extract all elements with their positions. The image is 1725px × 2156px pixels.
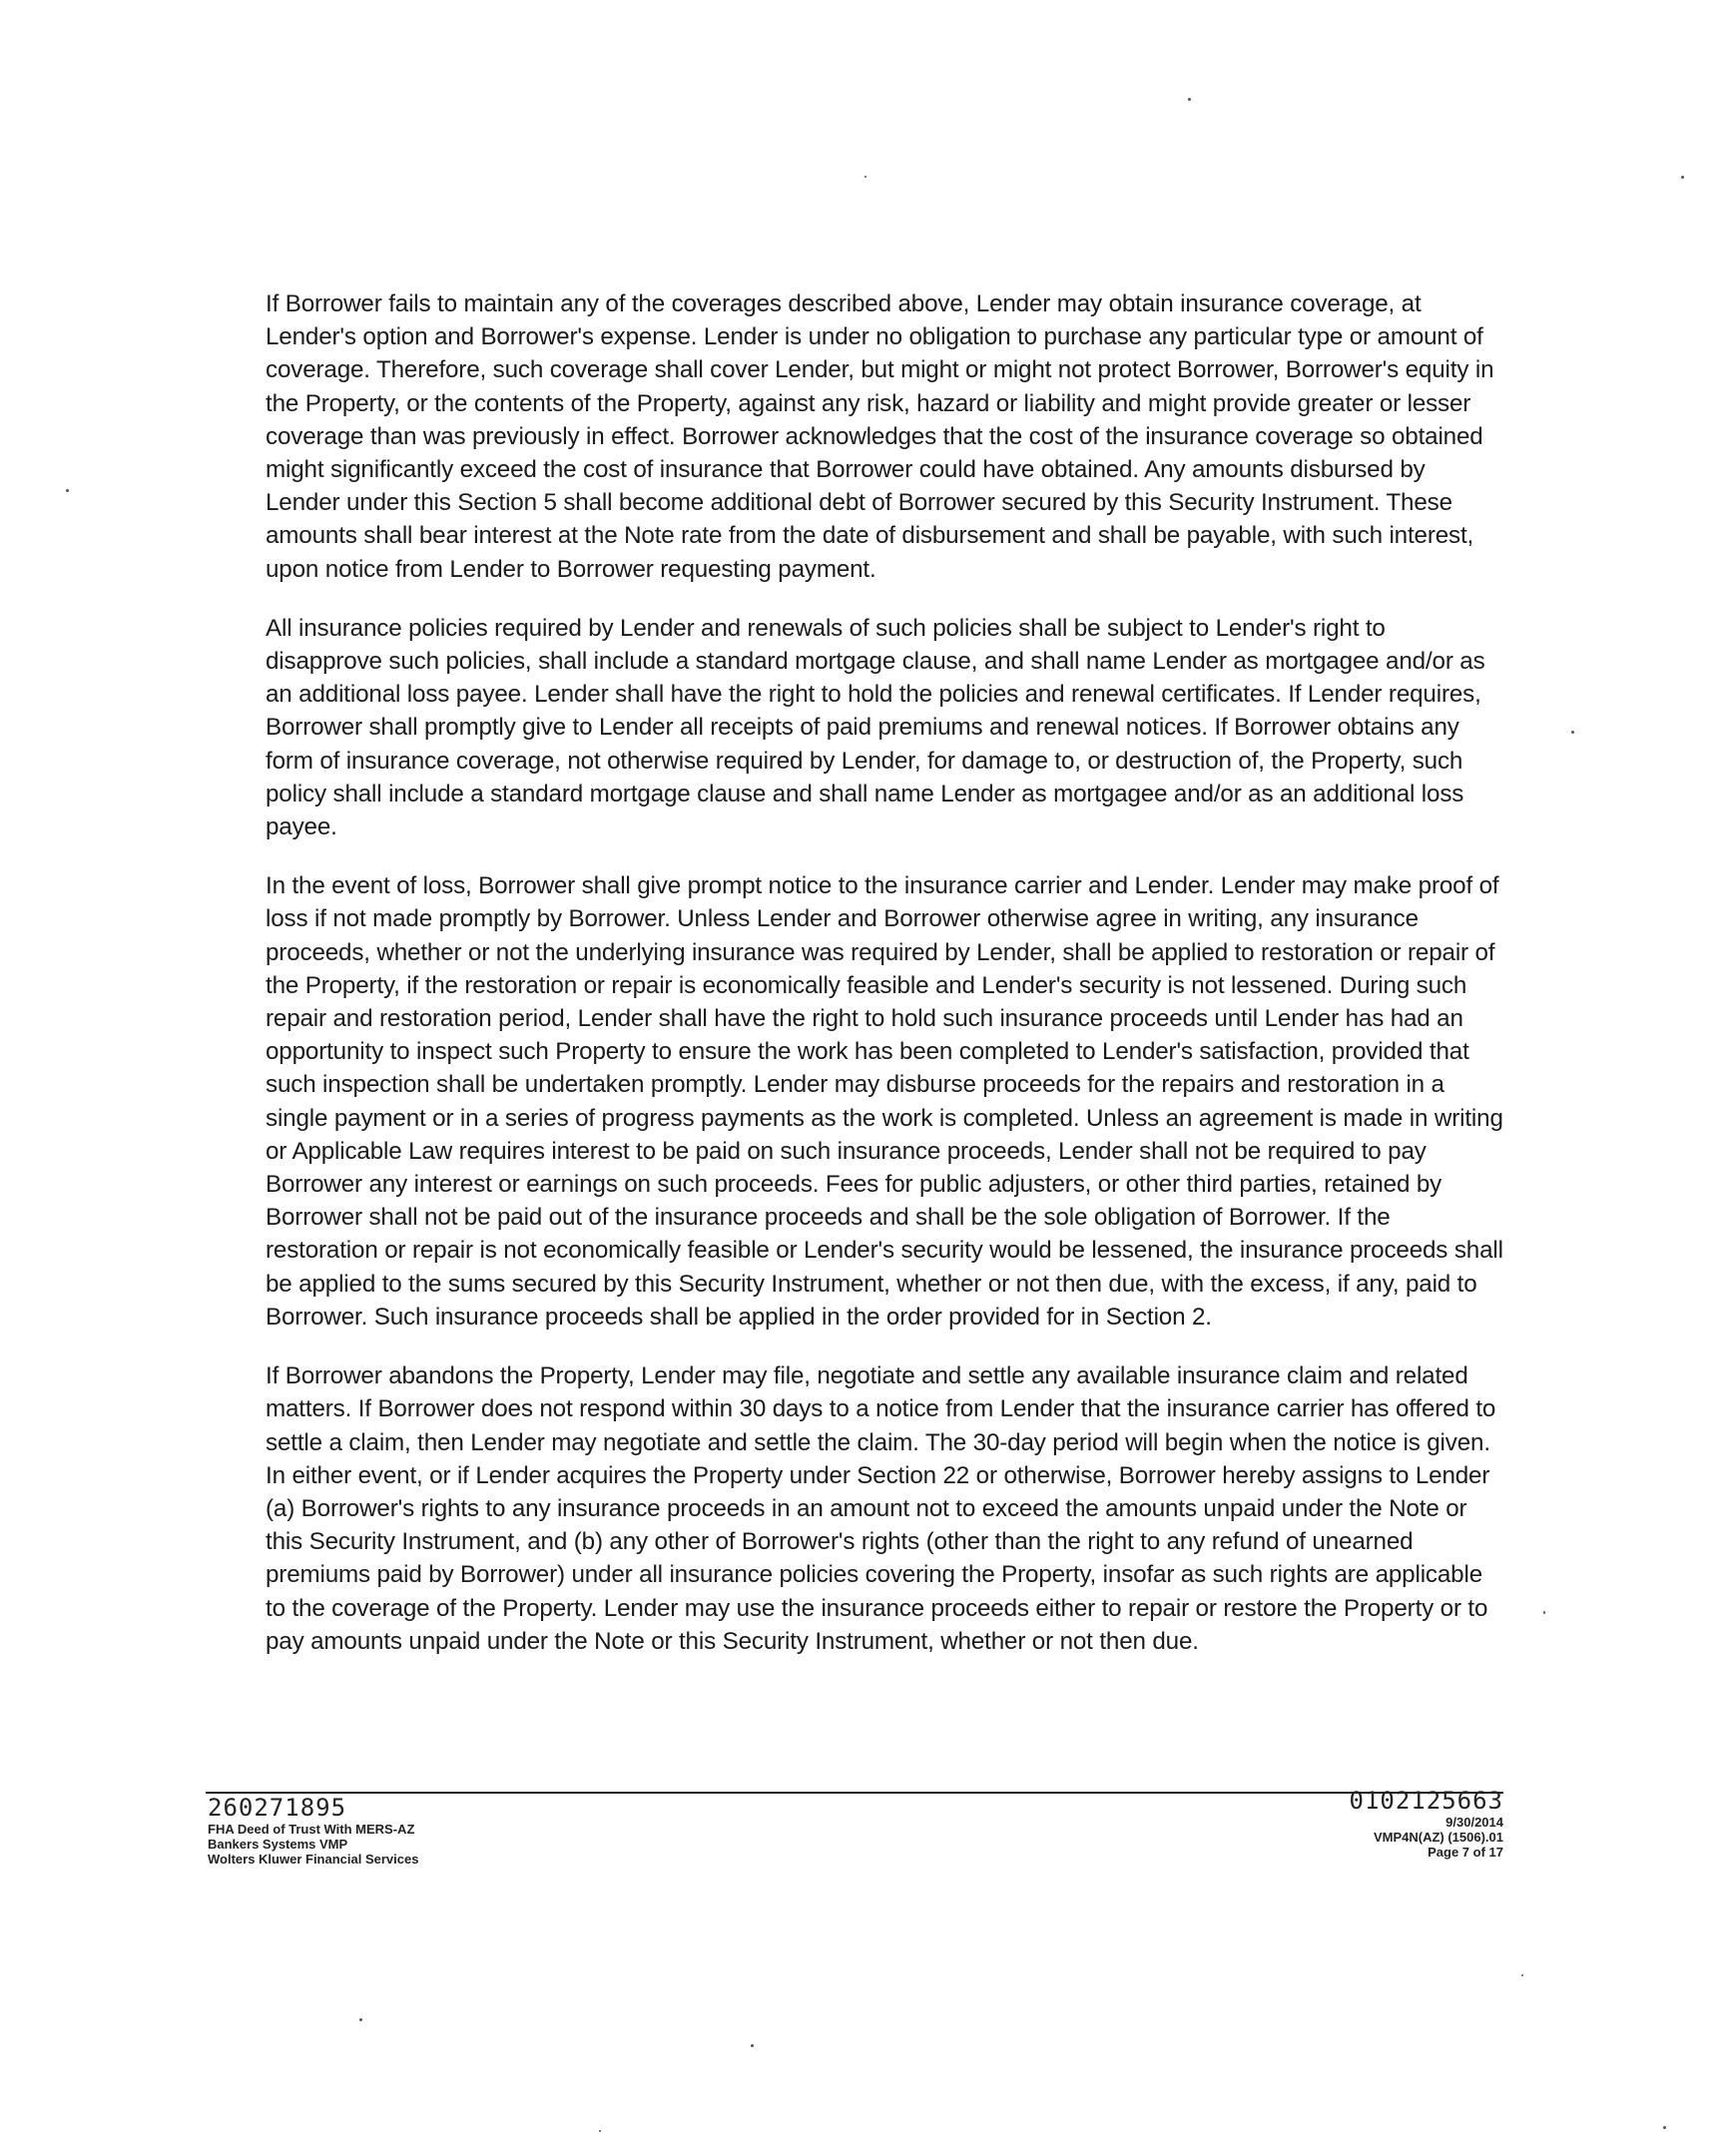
paragraph-lender-obtain-coverage: If Borrower fails to maintain any of the coverages described above, Lender may obtain insurance coverage, at Lender's option and Borrower's expense. Lender is under no obligation to purchase any particular type or amount of coverage. Therefore, such coverage shall cover Lender, but might or might not protect Borrower, Borrower's equity in the Property, or the contents of the Property, against any risk, hazard or liability and might provide greater or lesser coverage than was previously in effect. Borrower acknowledges that the cost of the insurance coverage so obtained might significantly exceed the cost of insurance that Borrower could have obtained. Any amounts disbursed by Lender under this Section 5 shall become additional debt of Borrower secured by this Security Instrument. These amounts shall bear interest at the Note rate from the date of disbursement and shall be payable, with such interest, upon notice from Lender to Borrower requesting payment. — [266, 290, 1494, 583]
scan-speck — [66, 489, 69, 492]
form-name: FHA Deed of Trust With MERS-AZ — [208, 1822, 415, 1837]
scan-speck — [1521, 1974, 1523, 1976]
scan-speck — [1543, 1611, 1545, 1614]
company-name: Wolters Kluwer Financial Services — [208, 1852, 419, 1867]
scan-speck — [1188, 98, 1191, 101]
scan-speck — [864, 176, 866, 178]
document-body — [266, 287, 1503, 1684]
loan-number: 260271895 — [208, 1794, 347, 1822]
paragraph-abandons-property: If Borrower abandons the Property, Lender may file, negotiate and settle any available insurance claim and related matters. If Borrower does not respond within 30 days to a notice from Lender that the insurance carrier has offered to settle a claim, then Lender may negotiate and settle the claim. The 30-day period will begin when the notice is given. In either event, or if Lender acquires the Property under Section 22 or otherwise, Borrower hereby assigns to Lender (a) Borrower's rights to any insurance proceeds in an amount not to exceed the amounts unpaid under the Note or this Security Instrument, and (b) any other of Borrower's rights (other than the right to any refund of unearned premiums paid by Borrower) under all insurance policies covering the Property, insofar as such rights are applicable to the coverage of the Property. Lender may use the insurance proceeds either to repair or restore the Property or to pay amounts unpaid under the Note or this Security Instrument, whether or not then due. — [266, 1362, 1496, 1655]
footer-right-block — [904, 1787, 1503, 1860]
paragraph-event-of-loss: In the event of loss, Borrower shall give prompt notice to the insurance carrier and Lender. Lender may make proof of loss if not made promptly by Borrower. Unless Lender and Borrower otherwise agree in writing, any insurance proceeds, whether or not the underlying insurance was required by Lender, shall be applied to restoration or repair of the Property, if the restoration or repair is economically feasible and Lender's security is not lessened. During such repair and restoration period, Lender shall have the right to hold such insurance proceeds until Lender has had an opportunity to inspect such Property to ensure the work has been completed to Lender's satisfaction, provided that such inspection shall be undertaken promptly. Lender may disburse proceeds for the repairs and restoration in a single payment or in a series of progress payments as the work is completed. Unless an agreement is made in writing or Applicable Law requires interest to be paid on such insurance proceeds, Lender shall not be required to pay Borrower any interest or earnings on such proceeds. Fees for public adjusters, or other third parties, retained by Borrower shall not be paid out of the insurance proceeds and shall be the sole obligation of Borrower. If the restoration or repair is not economically feasible or Lender's security would be lessened, the insurance proceeds shall be applied to the sums secured by this Security Instrument, whether or not then due, with the excess, if any, paid to Borrower. Such insurance proceeds shall be applied in the order provided for in Section 2. — [266, 872, 1503, 1331]
form-date: 9/30/2014 — [1445, 1815, 1503, 1830]
publisher-line: Bankers Systems VMP — [208, 1837, 348, 1852]
form-code: VMP4N(AZ) (1506).01 — [1373, 1830, 1503, 1845]
paragraph-insurance-policies: All insurance policies required by Lender and renewals of such policies shall be subject to Lender's right to disapprove such policies, shall include a standard mortgage clause, and shall name Lender as mortgagee and/or as an additional loss payee. Lender shall have the right to hold the policies and renewal certificates. If Lender requires, Borrower shall promptly give to Lender all receipts of paid premiums and renewal notices. If Borrower obtains any form of insurance coverage, not otherwise required by Lender, for damage to, or destruction of, the Property, such policy shall include a standard mortgage clause and shall name Lender as mortgagee and/or as an additional loss payee. — [266, 614, 1485, 841]
scan-speck — [599, 2130, 601, 2132]
footer-left-block — [208, 1794, 807, 1867]
scan-speck — [751, 2044, 754, 2047]
page-number: Page 7 of 17 — [1428, 1845, 1503, 1860]
scan-speck — [1571, 731, 1574, 734]
scan-speck — [1681, 176, 1684, 179]
scan-speck — [1663, 2126, 1666, 2129]
scan-speck — [359, 2018, 362, 2021]
document-number: 0102125663 — [1349, 1787, 1503, 1815]
